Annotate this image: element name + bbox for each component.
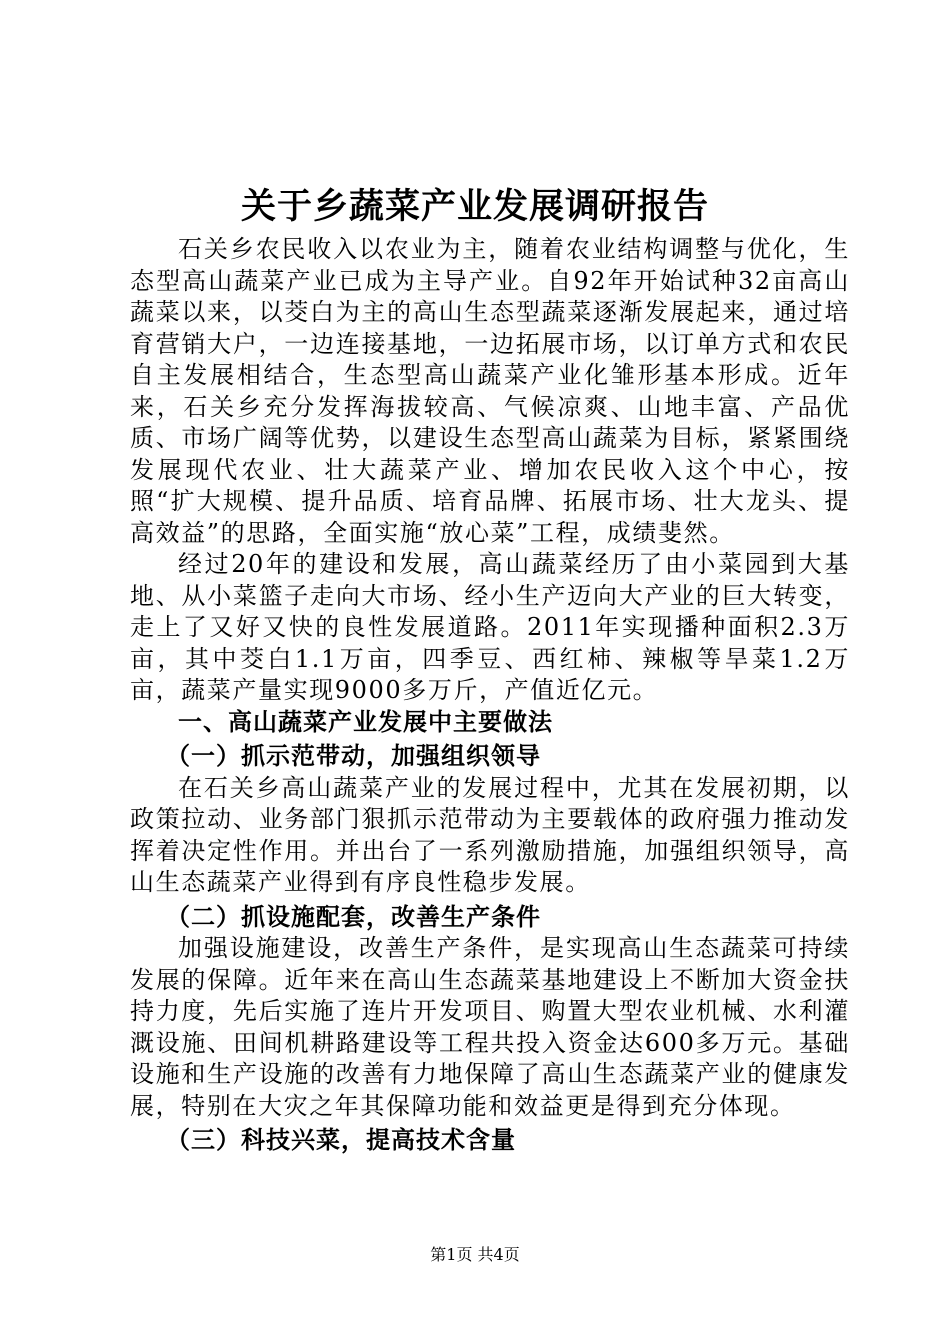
- paragraph-intro: 石关乡农民收入以农业为主，随着农业结构调整与优化，生态型高山蔬菜产业已成为主导产业。自92年开始试种32亩高山蔬菜以来，以茭白为主的高山生态型蔬菜逐渐发展起来，通过培育营销大户，一边连接基地，一边拓展市场，以订单方式和农民自主发展相结合，生态型高山蔬菜产业化雏形基本形成。近年来，石关乡充分发挥海拔较高、气候凉爽、山地丰富、产品优质、市场广阔等优势，以建设生态型高山蔬菜为目标，紧紧围绕发展现代农业、壮大蔬菜产业、增加农民收入这个中心，按照“扩大规模、提升品质、培育品牌、拓展市场、壮大龙头、提高效益”的思路，全面实施“放心菜”工程，成绩斐然。: [130, 235, 850, 547]
- paragraph-demonstration: 在石关乡高山蔬菜产业的发展过程中，尤其在发展初期，以政策拉动、业务部门狠抓示范带动为主要载体的政府强力推动发挥着决定性作用。并出台了一系列激励措施，加强组织领导，高山生态蔬菜产业得到有序良性稳步发展。: [130, 773, 850, 896]
- section-heading-main-practices: 一、高山蔬菜产业发展中主要做法: [178, 707, 553, 736]
- document-body: [130, 234, 850, 1157]
- document-title: 关于乡蔬菜产业发展调研报告: [240, 187, 709, 227]
- paragraph-facilities: 加强设施建设，改善生产条件，是实现高山生态蔬菜可持续发展的保障。近年来在高山生态蔬菜基地建设上不断加大资金扶持力度，先后实施了连片开发项目、购置大型农业机械、水利灌溉设施、田间机耕路建设等工程共投入资金达600多万元。基础设施和生产设施的改善有力地保障了高山生态蔬菜产业的健康发展，特别在大灾之年其保障功能和效益更是得到充分体现。: [130, 934, 850, 1120]
- subsection-heading-technology: （三）科技兴菜，提高技术含量: [166, 1126, 516, 1154]
- subsection-heading-facilities: （二）抓设施配套，改善生产条件: [166, 902, 541, 931]
- page-number-footer: 第1页 共4页: [430, 1245, 520, 1264]
- paragraph-development: 经过20年的建设和发展，高山蔬菜经历了由小菜园到大基地、从小菜篮子走向大市场、经小生产迈向大产业的巨大转变，走上了又好又快的良性发展道路。2011年实现播种面积2.3万亩，其中茭白1.1万亩，四季豆、西红柿、辣椒等旱菜1.2万亩，蔬菜产量实现9000多万斤，产值近亿元。: [130, 550, 850, 704]
- subsection-heading-demonstration: （一）抓示范带动，加强组织领导: [166, 742, 541, 770]
